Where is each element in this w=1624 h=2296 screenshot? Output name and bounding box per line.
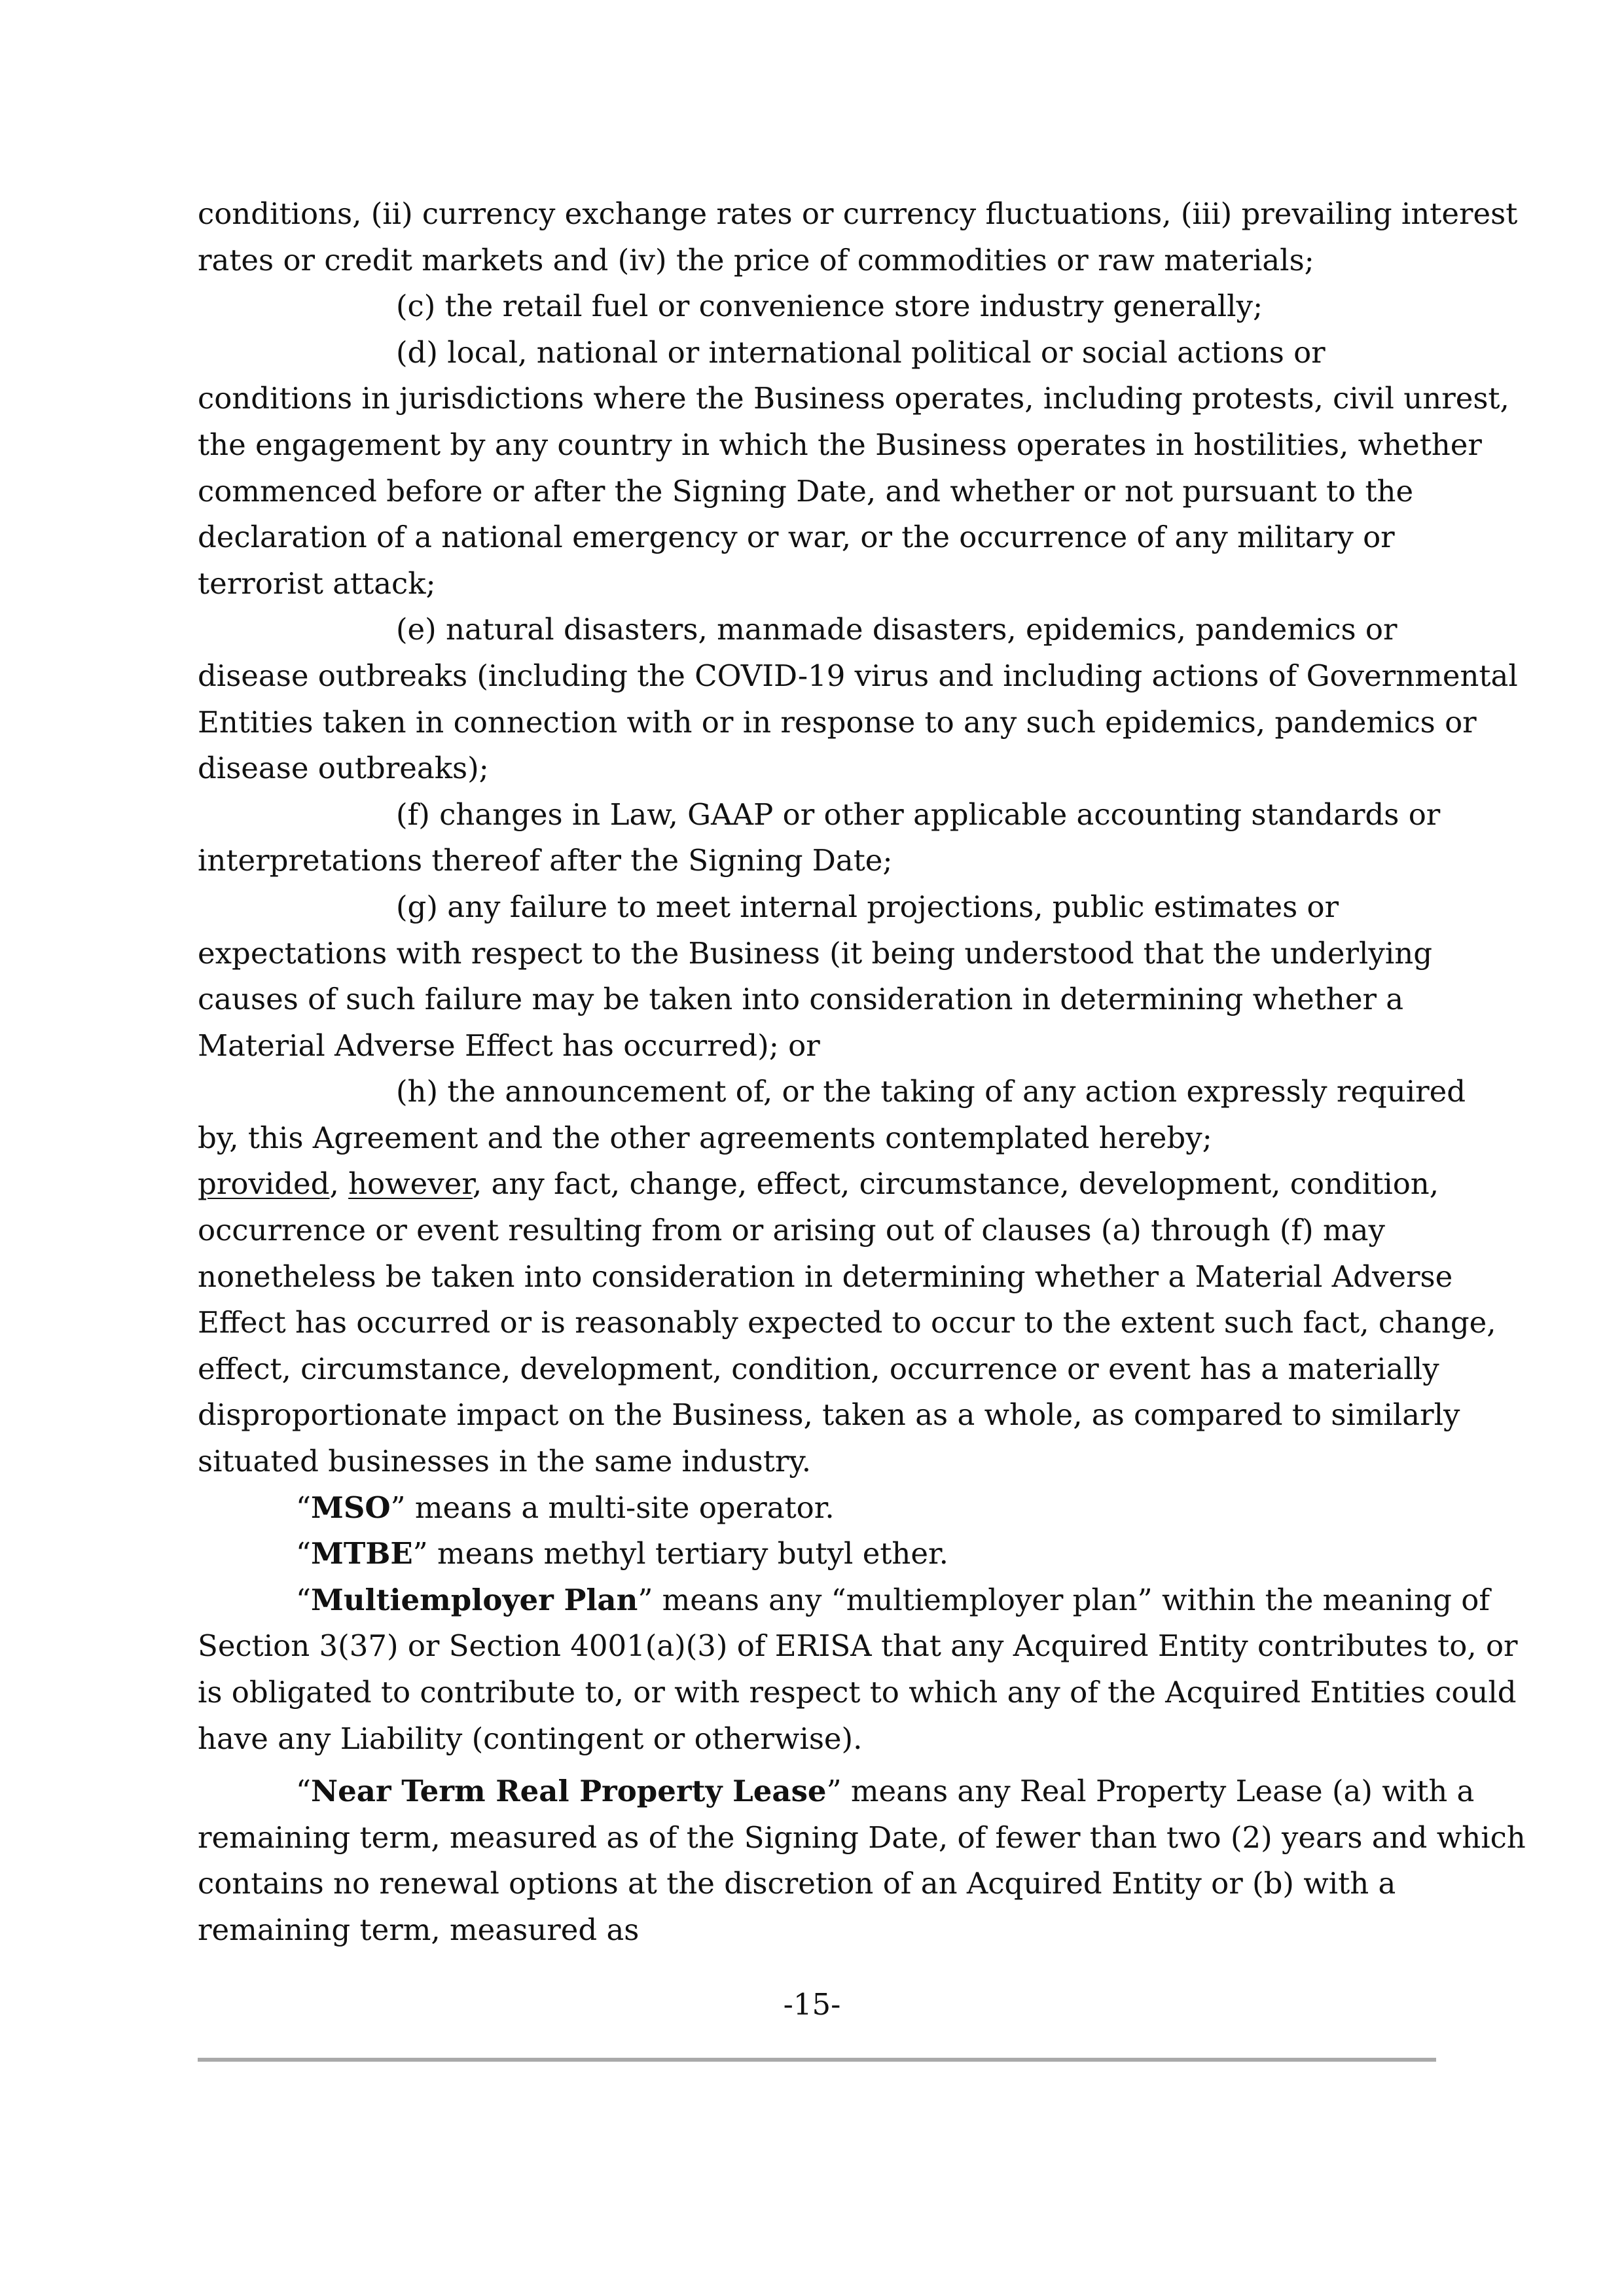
clause-f: (f) changes in Law, GAAP or other applicable accounting standards or bbox=[396, 797, 1441, 832]
definition-near-term-lease bbox=[198, 1768, 1475, 1815]
text-line: expectations with respect to the Business (it being understood that the underlying bbox=[198, 935, 1433, 971]
definition-text: ” means any Real Property Lease (a) with a bbox=[826, 1774, 1475, 1809]
defined-term: Multiemployer Plan bbox=[311, 1582, 638, 1617]
text-line: effect, circumstance, development, condition, occurrence or event has a materially bbox=[198, 1351, 1439, 1386]
text-line: Entities taken in connection with or in response to any such epidemics, pandemics or bbox=[198, 704, 1477, 740]
clause-g: (g) any failure to meet internal projections, public estimates or bbox=[396, 889, 1339, 924]
proviso-however: however bbox=[348, 1166, 473, 1202]
text-line: contains no renewal options at the discretion of an Acquired Entity or (b) with a bbox=[198, 1866, 1396, 1901]
defined-term: Near Term Real Property Lease bbox=[311, 1774, 827, 1809]
text-line: Section 3(37) or Section 4001(a)(3) of ERISA that any Acquired Entity contributes to, or bbox=[198, 1628, 1518, 1664]
text-line: rates or credit markets and (iv) the price of commodities or raw materials; bbox=[198, 242, 1314, 278]
text-line: Effect has occurred or is reasonably expected to occur to the extent such fact, change, bbox=[198, 1305, 1496, 1340]
text-line: is obligated to contribute to, or with respect to which any of the Acquired Entities could bbox=[198, 1675, 1517, 1710]
text-line: remaining term, measured as of the Signing Date, of fewer than two (2) years and which bbox=[198, 1820, 1526, 1855]
definition-mso bbox=[198, 1485, 1436, 1532]
quote-open: “ bbox=[296, 1490, 312, 1525]
text-line: causes of such failure may be taken into consideration in determining whether a bbox=[198, 982, 1404, 1017]
text-line: situated businesses in the same industry. bbox=[198, 1444, 812, 1479]
text-line: interpretations thereof after the Signing Date; bbox=[198, 843, 893, 878]
quote-open: “ bbox=[296, 1582, 312, 1617]
definition-multiemployer-plan bbox=[198, 1577, 1490, 1624]
proviso-rest: , any fact, change, effect, circumstance, development, condition, bbox=[472, 1166, 1439, 1202]
definition-mtbe bbox=[198, 1531, 1436, 1577]
text-line: terrorist attack; bbox=[198, 565, 436, 601]
proviso-line bbox=[198, 1161, 1439, 1208]
definition-text: ” means any “multiemployer plan” within the meaning of bbox=[638, 1582, 1490, 1617]
proviso-sep: , bbox=[329, 1166, 349, 1202]
definition-text: ” means a multi-site operator. bbox=[390, 1490, 835, 1525]
page-number: -15- bbox=[783, 1987, 841, 2022]
defined-term: MSO bbox=[311, 1490, 391, 1525]
text-line: occurrence or event resulting from or arising out of clauses (a) through (f) may bbox=[198, 1213, 1385, 1248]
text-line: have any Liability (contingent or otherwise). bbox=[198, 1721, 863, 1756]
clause-c: (c) the retail fuel or convenience store industry generally; bbox=[396, 289, 1263, 324]
definition-text: ” means methyl tertiary butyl ether. bbox=[412, 1536, 948, 1571]
text-line: remaining term, measured as bbox=[198, 1912, 640, 1947]
text-line: commenced before or after the Signing Date, and whether or not pursuant to the bbox=[198, 473, 1414, 509]
proviso-provided: provided bbox=[198, 1166, 330, 1202]
text-line: the engagement by any country in which the Business operates in hostilities, whether bbox=[198, 427, 1482, 462]
text-line: declaration of a national emergency or war, or the occurrence of any military or bbox=[198, 520, 1395, 555]
text-line: conditions in jurisdictions where the Business operates, including protests, civil unrest, bbox=[198, 381, 1509, 416]
document-body bbox=[198, 191, 1526, 1954]
clause-d: (d) local, national or international political or social actions or bbox=[396, 334, 1326, 370]
text-line: conditions, (ii) currency exchange rates or currency fluctuations, (iii) prevailing interest bbox=[198, 196, 1518, 231]
text-line: by, this Agreement and the other agreements contemplated hereby; bbox=[198, 1120, 1212, 1155]
text-line: disease outbreaks); bbox=[198, 751, 489, 786]
text-line: nonetheless be taken into consideration in determining whether a Material Adverse bbox=[198, 1259, 1453, 1294]
quote-open: “ bbox=[296, 1774, 312, 1809]
text-line: disease outbreaks (including the COVID-19 virus and including actions of Governmental bbox=[198, 658, 1518, 693]
footer-divider bbox=[198, 2058, 1436, 2062]
defined-term: MTBE bbox=[311, 1536, 413, 1571]
text-line: Material Adverse Effect has occurred); or bbox=[198, 1028, 820, 1063]
clause-e: (e) natural disasters, manmade disasters, epidemics, pandemics or bbox=[396, 612, 1398, 647]
clause-h: (h) the announcement of, or the taking of any action expressly required bbox=[396, 1074, 1466, 1109]
text-line: disproportionate impact on the Business, taken as a whole, as compared to similarly bbox=[198, 1397, 1460, 1433]
quote-open: “ bbox=[296, 1536, 312, 1571]
